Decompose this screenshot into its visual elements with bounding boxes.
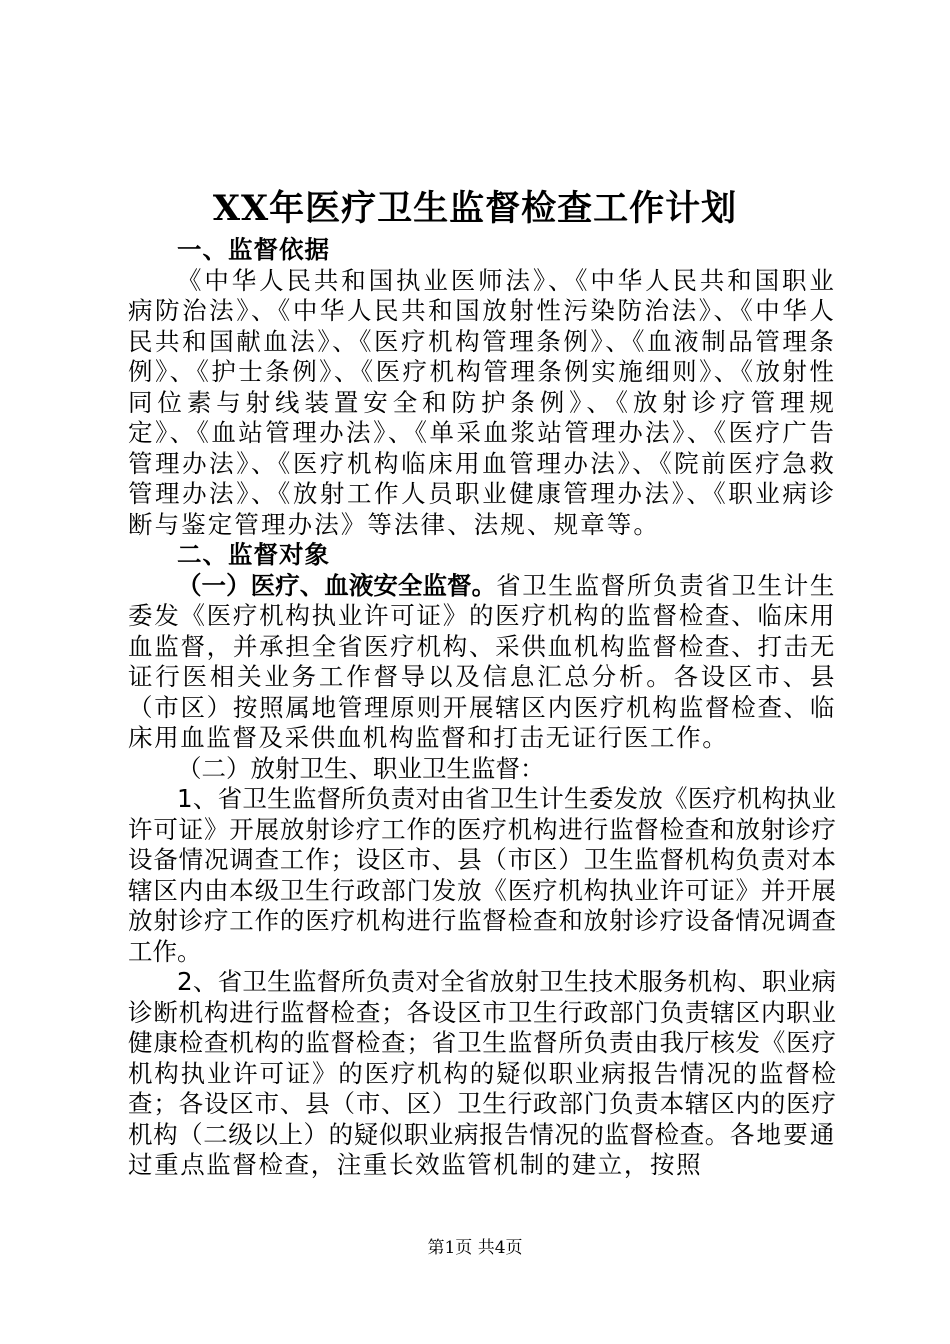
list-item-2-text: 2、省卫生监督所负责对全省放射卫生技术服务机构、职业病诊断机构进行监督检查；各设区市卫生行政部门负责辖区内职业健康检查机构的监督检查；省卫生监督所负责由我厅核发《医疗机构执业许可证》的医疗机构的疑似职业病报告情况的监督检查；各设区市、县（市、区）卫生行政部门负责本辖区内的医疗机构（二级以上）的疑似职业病报告情况的监督检查。: [128, 967, 836, 1149]
list-item-2-tail: 各地要通过重点监督检查，注重长效监管机制的建立，按照: [128, 1119, 836, 1179]
list-item-1: 1、省卫生监督所负责对由省卫生计生委发放《医疗机构执业许可证》开展放射诊疗工作的医疗机构进行监督检查和放射诊疗设备情况调查工作；设区市、县（市区）卫生监督机构负责对本辖区内由本级卫生行政部门发放《医疗机构执业许可证》并开展放射诊疗工作的医疗机构进行监督检查和放射诊疗设备情况调查工作。: [128, 784, 836, 966]
section-heading-targets: 二、监督对象: [177, 540, 330, 569]
subsection-label-medical: （一）医疗、血液安全监督。: [177, 570, 497, 600]
section-heading-basis: 一、监督依据: [177, 235, 330, 264]
subsection-heading-radiation: （二）放射卫生、职业卫生监督：: [177, 753, 545, 783]
document-title: XX年医疗卫生监督检查工作计划: [212, 188, 738, 229]
subsection-paragraph-medical: [128, 571, 836, 754]
subsection-text-medical: 省卫生监督所负责省卫生计生委发《医疗机构执业许可证》的医疗机构的监督检查、临床用血监督，并承担全省医疗机构、采供血机构监督检查、打击无证行医相关业务工作督导以及信息汇总分析。各设区市、县（市区）按照属地管理原则开展辖区内医疗机构监督检查、临床用血监督及采供血机构监督和打击无证行医工作。: [128, 570, 836, 752]
section-paragraph-basis: 《中华人民共和国执业医师法》、《中华人民共和国职业病防治法》、《中华人民共和国放射性污染防治法》、《中华人民共和国献血法》、《医疗机构管理条例》、《血液制品管理条例》、《护士条例》、《医疗机构管理条例实施细则》、《放射性同位素与射线装置安全和防护条例》、《放射诊疗管理规定》、《血站管理办法》、《单采血浆站管理办法》、《医疗广告管理办法》、《医疗机构临床用血管理办法》、《院前医疗急救管理办法》、《放射工作人员职业健康管理办法》、《职业病诊断与鉴定管理办法》等法律、法规、规章等。: [128, 265, 836, 539]
list-item-2: [128, 967, 836, 1181]
page-footer: 第1页 共4页: [427, 1238, 523, 1258]
document-body: [128, 235, 836, 1181]
